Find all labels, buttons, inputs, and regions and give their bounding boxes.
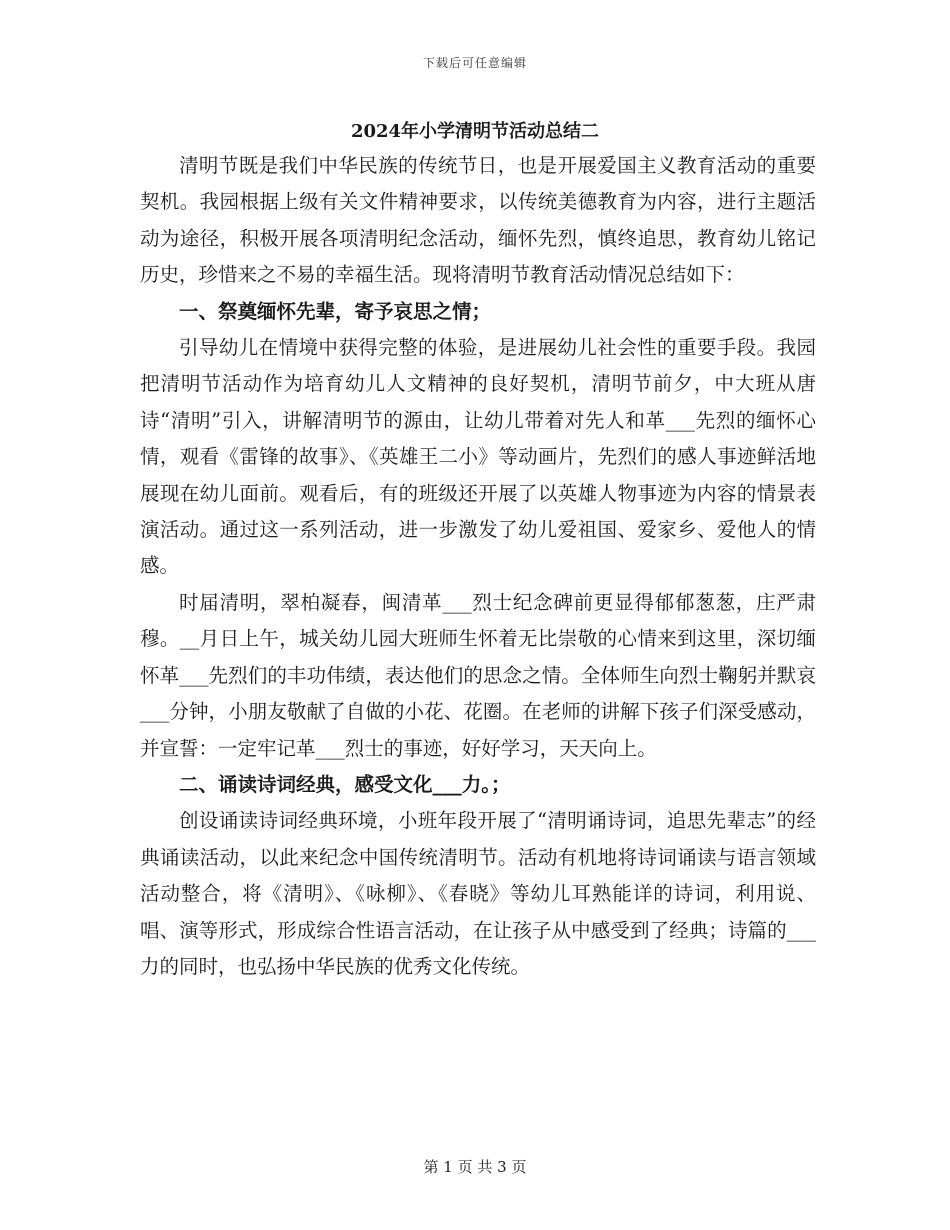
section-heading-2: 二、诵读诗词经典，感受文化___力。； (179, 772, 511, 796)
section-1-paragraph-2: 时届清明，翠柏凝春，闽清革___烈士纪念碑前更显得郁郁葱葱，庄严肃穆。__月日上午，城关幼儿园大班师生怀着无比崇敬的心情来到这里，深切缅怀革___先烈们的丰功伟绩，表达他们的思念之情。全体师生向烈士鞠躬并默哀___分钟，小朋友敬献了自做的小花、花圈。在老师的讲解下孩子们深受感动，并宣誓：一定牢记革___烈士的事迹，好好学习，天天向上。 (140, 590, 816, 760)
intro-paragraph: 清明节既是我们中华民族的传统节日，也是开展爱国主义教育活动的重要契机。我园根据上级有关文件精神要求，以传统美德教育为内容，进行主题活动为途径，积极开展各项清明纪念活动，缅怀先烈，慎终追思，教育幼儿铭记历史，珍惜来之不易的幸福生活。现将清明节教育活动情况总结如下： (140, 154, 816, 287)
section-heading-1: 一、祭奠缅怀先辈，寄予哀思之情； (179, 299, 492, 323)
page-number: 第 1 页 共 3 页 (423, 1158, 527, 1176)
section-1-paragraph-1: 引导幼儿在情境中获得完整的体验，是进展幼儿社会性的重要手段。我园把清明节活动作为培育幼儿人文精神的良好契机，清明节前夕，中大班从唐诗“清明”引入，讲解清明节的源由，让幼儿带着对先人和革___先烈的缅怀心情，观看《雷锋的故事》、《英雄王二小》等动画片，先烈们的感人事迹鲜活地展现在幼儿面前。观看后，有的班级还开展了以英雄人物事迹为内容的情景表演活动。通过这一系列活动，进一步激发了幼儿爱祖国、爱家乡、爱他人的情感。 (140, 336, 816, 578)
document-body (140, 148, 816, 985)
section-2-paragraph-1: 创设诵读诗词经典环境，小班年段开展了“清明诵诗词，追思先辈志”的经典诵读活动，以此来纪念中国传统清明节。活动有机地将诗词诵读与语言领域活动整合，将《清明》、《咏柳》、《春晓》等幼儿耳熟能详的诗词，利用说、唱、演等形式，形成综合性语言活动，在让孩子从中感受到了经典；诗篇的___力的同时，也弘扬中华民族的优秀文化传统。 (140, 809, 816, 978)
download-note: 下载后可任意编辑 (422, 56, 527, 70)
document-title: 2024年小学清明节活动总结二 (350, 121, 600, 142)
